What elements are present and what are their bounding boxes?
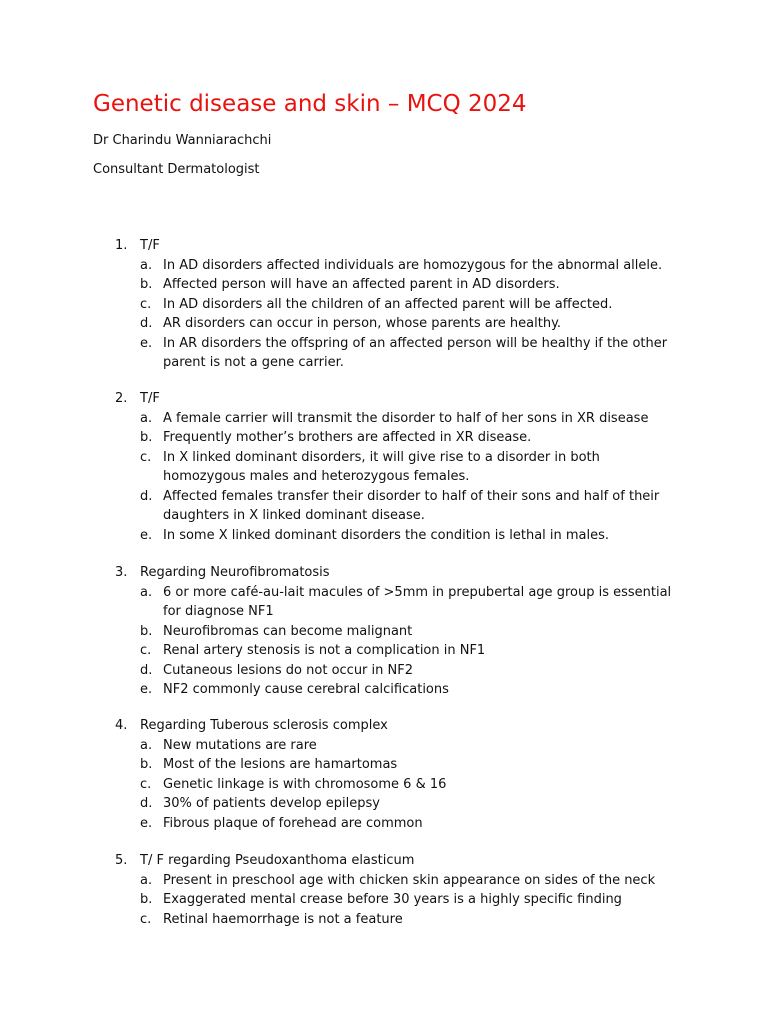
answer-option: [0, 314, 768, 334]
option-text: 6 or more café-au-lait macules of >5mm in prepubertal age group is essential for diagnose NF1: [163, 584, 672, 619]
option-text: New mutations are rare: [163, 737, 317, 753]
option-letter: c.: [140, 449, 152, 465]
option-text: Affected females transfer their disorder to half of their sons and half of their daughters in X linked dominant disease.: [163, 488, 660, 523]
answer-option: [0, 487, 768, 526]
question-number: 3.: [115, 565, 128, 580]
answer-option: [0, 256, 768, 276]
answer-option: [0, 275, 768, 295]
question-text: T/ F regarding Pseudoxanthoma elasticum: [140, 853, 415, 868]
answer-option: [0, 295, 768, 315]
answer-option: [0, 334, 768, 373]
option-letter: d.: [140, 316, 153, 331]
option-letter: b.: [140, 892, 153, 907]
question-text: Regarding Tuberous sclerosis complex: [140, 718, 388, 733]
option-text: Neurofibromas can become malignant: [163, 623, 413, 639]
option-letter: e.: [140, 527, 153, 543]
option-text: Exaggerated mental crease before 30 years is a highly specific finding: [163, 892, 622, 907]
option-letter: a.: [140, 737, 153, 753]
question-item: [0, 563, 768, 700]
option-text: In some X linked dominant disorders the condition is lethal in males.: [163, 527, 610, 543]
answer-option: [0, 583, 768, 622]
option-letter: a.: [140, 257, 153, 273]
answer-option: [0, 409, 768, 429]
option-text: Frequently mother’s brothers are affected in XR disease.: [163, 430, 532, 445]
option-text: In AD disorders all the children of an affected parent will be affected.: [163, 296, 613, 312]
answer-option: [0, 814, 768, 834]
question-number: 2.: [115, 391, 128, 406]
option-letter: e.: [140, 335, 153, 351]
option-text: Retinal haemorrhage is not a feature: [163, 911, 403, 927]
option-letter: c.: [140, 643, 152, 658]
option-text: Affected person will have an affected parent in AD disorders.: [163, 277, 560, 292]
question-header: [0, 563, 768, 583]
question-number: 5.: [115, 853, 128, 868]
option-text: In X linked dominant disorders, it will give rise to a disorder in both homozygous males and heterozygous females.: [163, 449, 600, 484]
answer-option: [0, 910, 768, 930]
question-header: [0, 851, 768, 871]
answer-option: [0, 736, 768, 756]
answer-option: [0, 755, 768, 775]
option-letter: a.: [140, 872, 153, 888]
question-item: [0, 236, 768, 373]
question-number: 1.: [115, 238, 128, 253]
option-text: Most of the lesions are hamartomas: [163, 757, 398, 772]
option-letter: d.: [140, 488, 153, 504]
document-title: Genetic disease and skin – MCQ 2024: [93, 91, 527, 117]
option-text: Cutaneous lesions do not occur in NF2: [163, 662, 413, 678]
question-text: T/F: [140, 238, 160, 253]
question-header: [0, 389, 768, 409]
option-text: A female carrier will transmit the disorder to half of her sons in XR disease: [163, 410, 649, 426]
option-text: In AR disorders the offspring of an affected person will be healthy if the other parent is not a gene carrier.: [163, 335, 668, 370]
option-letter: a.: [140, 584, 153, 600]
option-text: NF2 commonly cause cerebral calcifications: [163, 682, 449, 697]
option-text: Present in preschool age with chicken skin appearance on sides of the neck: [163, 872, 656, 888]
option-letter: c.: [140, 296, 152, 312]
option-letter: d.: [140, 796, 153, 811]
answer-option: [0, 428, 768, 448]
question-header: [0, 236, 768, 256]
answer-option: [0, 661, 768, 681]
option-letter: e.: [140, 682, 153, 697]
author-role: Consultant Dermatologist: [93, 162, 260, 177]
option-letter: b.: [140, 277, 153, 292]
answer-option: [0, 526, 768, 546]
answer-option: [0, 794, 768, 814]
answer-option: [0, 622, 768, 642]
answer-option: [0, 890, 768, 910]
question-item: [0, 389, 768, 545]
answer-option: [0, 680, 768, 700]
question-header: [0, 716, 768, 736]
option-letter: c.: [140, 776, 152, 792]
option-text: Fibrous plaque of forehead are common: [163, 815, 423, 831]
option-letter: e.: [140, 815, 153, 831]
question-text: Regarding Neurofibromatosis: [140, 565, 330, 580]
option-letter: b.: [140, 430, 153, 445]
question-item: [0, 851, 768, 929]
question-item: [0, 716, 768, 833]
option-letter: c.: [140, 911, 152, 927]
question-text: T/F: [140, 391, 160, 406]
answer-option: [0, 448, 768, 487]
question-number: 4.: [115, 718, 128, 733]
option-letter: b.: [140, 757, 153, 772]
author-name: Dr Charindu Wanniarachchi: [93, 133, 272, 148]
option-text: In AD disorders affected individuals are homozygous for the abnormal allele.: [163, 257, 663, 273]
option-letter: a.: [140, 410, 153, 426]
option-text: 30% of patients develop epilepsy: [163, 796, 380, 811]
option-text: Renal artery stenosis is not a complication in NF1: [163, 643, 486, 658]
answer-option: [0, 871, 768, 891]
answer-option: [0, 641, 768, 661]
option-letter: d.: [140, 662, 153, 678]
option-letter: b.: [140, 623, 153, 639]
option-text: Genetic linkage is with chromosome 6 & 16: [163, 776, 447, 792]
answer-option: [0, 775, 768, 795]
option-text: AR disorders can occur in person, whose parents are healthy.: [163, 316, 562, 331]
